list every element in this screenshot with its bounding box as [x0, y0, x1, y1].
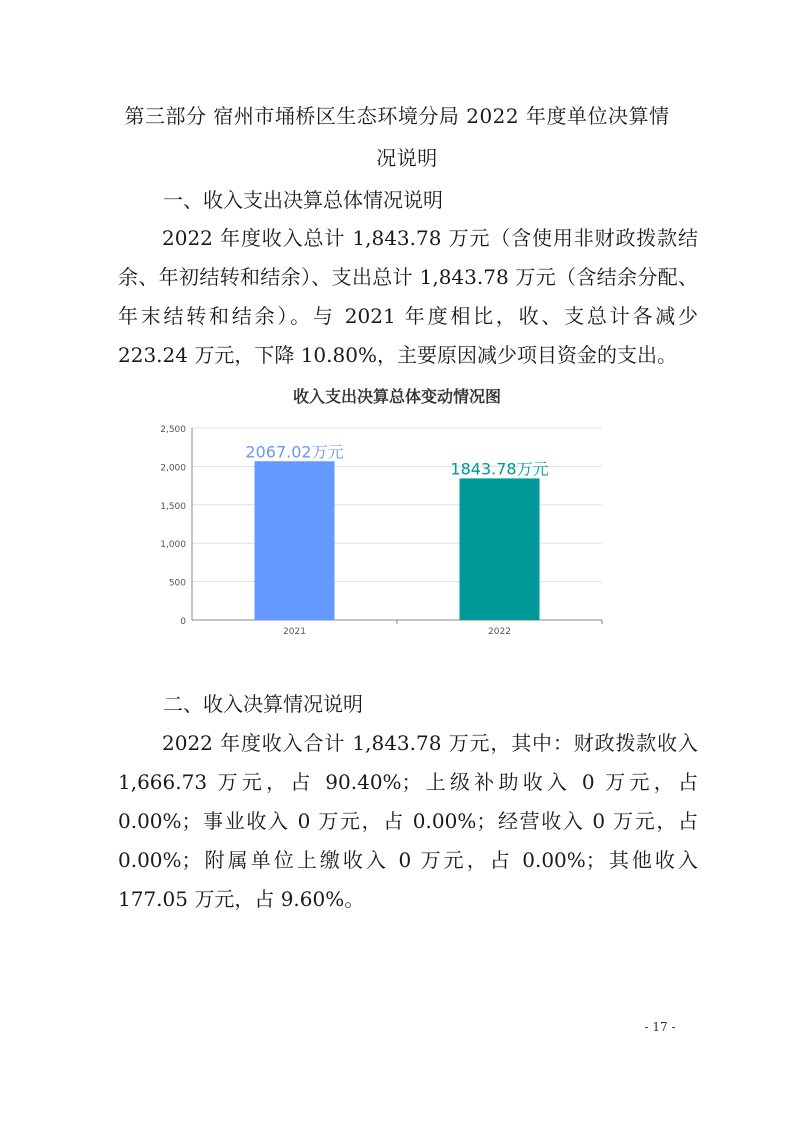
chart-title: 收入支出决算总体变动情况图 [292, 387, 501, 406]
page-title-line-2 [0, 142, 794, 171]
x-tick-label: 2022 [488, 627, 511, 637]
section1-paragraph: 2022 年度收入总计 1,843.78 万元（含使用非财政拨款结余、年初结转和结余）、支出总计 1,843.78 万元（含结余分配、年末结转和结余）。与 2021 年度相比，收、支总计各减少 223.24 万元，下降 10.80%，主要原因减少项目资金的支出。 [118, 226, 698, 367]
y-tick-label: 1,000 [160, 540, 186, 551]
page-title-line-1: 第三部分 宿州市埇桥区生态环境分局 2022 年度单位决算情 [124, 104, 670, 128]
page-number: - 17 - [644, 1020, 676, 1034]
x-tick-label: 2021 [283, 627, 306, 637]
data-label-2021: 2067.02万元 [245, 442, 344, 462]
section2-paragraph: 2022 年度收入合计 1,843.78 万元，其中：财政拨款收入 1,666.73 万元，占 90.40%；上级补助收入 0 万元，占 0.00%；事业收入 0 万元，占 0.00%；经营收入 0 万元，占 0.00%；附属单位上缴收入 0 万元，占 0.00%；其他收入 177.05 万元，占 9.60%。 [118, 731, 698, 911]
bar-2022 [460, 478, 540, 620]
page-title-line-2-text: 况说明 [376, 146, 438, 170]
y-tick-label: 0 [180, 617, 186, 627]
y-tick-label: 2,000 [160, 463, 186, 474]
bar-2021 [255, 461, 335, 620]
y-tick-label: 1,500 [160, 501, 186, 512]
data-label-2022: 1843.78万元 [450, 459, 549, 479]
y-tick-label: 2,500 [160, 425, 186, 435]
y-tick-label: 500 [168, 578, 186, 589]
section2-heading: 二、收入决算情况说明 [163, 692, 363, 716]
bar-chart [140, 415, 620, 645]
section1-heading: 一、收入支出决算总体情况说明 [163, 188, 443, 212]
